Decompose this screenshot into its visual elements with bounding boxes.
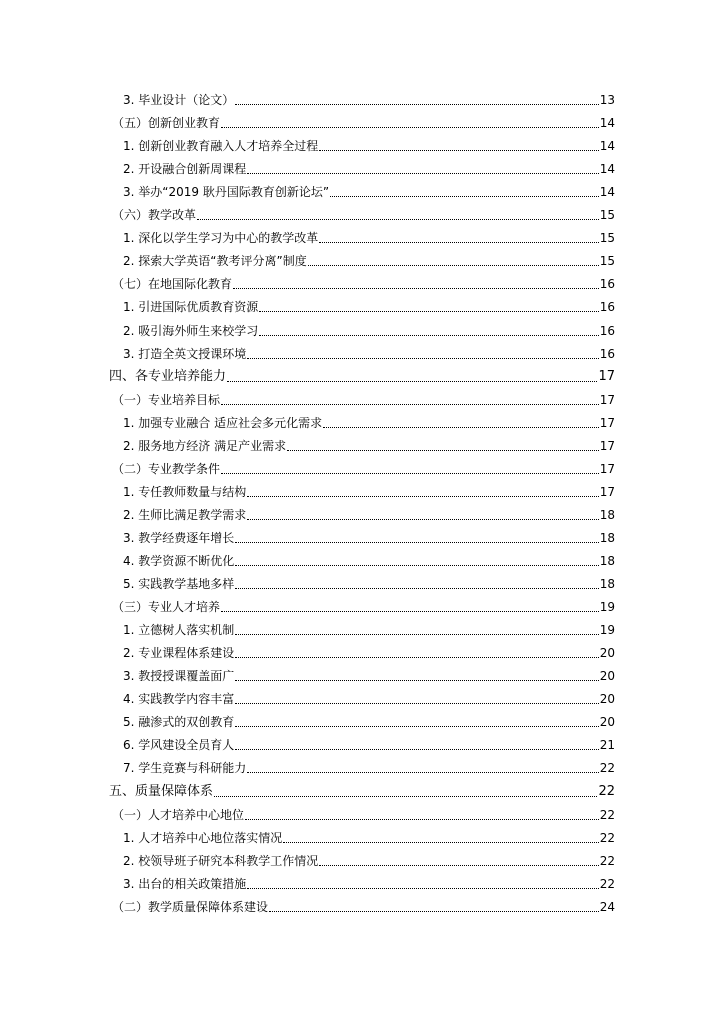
toc-entry-line bbox=[123, 620, 615, 640]
toc-entry-title: 2. 探索大学英语“教考评分离”制度 bbox=[123, 254, 307, 269]
toc-entry-line bbox=[123, 159, 615, 179]
toc-dot-leader bbox=[247, 357, 598, 359]
toc-entry-page-number: 18 bbox=[599, 577, 615, 592]
toc-entry-page-number: 18 bbox=[599, 507, 615, 522]
toc-entry-title: 3. 教学经费逐年增长 bbox=[123, 530, 235, 545]
toc-entry-line bbox=[123, 182, 615, 202]
toc-entry[interactable] bbox=[0, 505, 724, 525]
toc-entry-title: 五、质量保障体系 bbox=[109, 783, 214, 799]
toc-entry-page-number: 22 bbox=[599, 830, 615, 845]
toc-entry-page-number: 22 bbox=[599, 761, 615, 776]
toc-dot-leader bbox=[221, 610, 599, 612]
toc-entry-page-number: 19 bbox=[599, 623, 615, 638]
toc-entry[interactable] bbox=[0, 828, 724, 848]
toc-entry-title: 1. 人才培养中心地位落实情况 bbox=[123, 830, 283, 845]
toc-entry-page-number: 20 bbox=[599, 669, 615, 684]
toc-dot-leader bbox=[235, 679, 598, 681]
toc-entry-title: （二）教学质量保障体系建设 bbox=[112, 899, 269, 914]
toc-entry-title: 1. 加强专业融合 适应社会多元化需求 bbox=[123, 415, 323, 430]
toc-entry-line bbox=[123, 251, 615, 271]
toc-entry-page-number: 16 bbox=[599, 323, 615, 338]
toc-entry-line bbox=[123, 90, 615, 110]
toc-entry-title: 四、各专业培养能力 bbox=[109, 368, 227, 384]
toc-entry-title: 1. 深化以学生学习为中心的教学改革 bbox=[123, 231, 319, 246]
toc-entry-line bbox=[123, 689, 615, 709]
toc-dot-leader bbox=[247, 172, 598, 174]
toc-entry-page-number: 15 bbox=[599, 231, 615, 246]
toc-entry-line bbox=[112, 897, 615, 917]
toc-dot-leader bbox=[245, 818, 599, 820]
toc-entry-page-number: 17 bbox=[598, 368, 615, 384]
toc-dot-leader bbox=[235, 564, 598, 566]
toc-entry-page-number: 20 bbox=[599, 715, 615, 730]
toc-entry[interactable] bbox=[0, 344, 724, 364]
toc-entry[interactable] bbox=[0, 528, 724, 548]
toc-dot-leader bbox=[319, 149, 598, 151]
toc-entry[interactable] bbox=[0, 851, 724, 871]
toc-entry-page-number: 21 bbox=[599, 738, 615, 753]
toc-entry-line bbox=[123, 851, 615, 871]
toc-dot-leader bbox=[214, 795, 597, 797]
toc-entry-page-number: 17 bbox=[599, 415, 615, 430]
toc-entry-line bbox=[123, 758, 615, 778]
toc-entry[interactable] bbox=[0, 643, 724, 663]
toc-entry[interactable] bbox=[0, 666, 724, 686]
toc-entry-line bbox=[123, 136, 615, 156]
toc-entry-line bbox=[123, 297, 615, 317]
toc-entry-page-number: 18 bbox=[599, 554, 615, 568]
toc-entry-title: 1. 立德树人落实机制 bbox=[123, 623, 235, 638]
toc-entry-page-number: 22 bbox=[599, 853, 615, 868]
toc-entry-title: 2. 吸引海外师生来校学习 bbox=[123, 323, 259, 338]
toc-entry-title: 5. 实践教学基地多样 bbox=[123, 577, 235, 592]
toc-entry[interactable] bbox=[0, 482, 724, 502]
toc-entry-page-number: 15 bbox=[599, 254, 615, 269]
toc-entry-title: 2. 生师比满足教学需求 bbox=[123, 507, 247, 522]
toc-entry[interactable] bbox=[0, 874, 724, 894]
toc-dot-leader bbox=[197, 218, 599, 220]
toc-entry-line bbox=[123, 574, 615, 594]
toc-entry-page-number: 14 bbox=[599, 116, 615, 131]
toc-entry-title: 4. 实践教学内容丰富 bbox=[123, 692, 235, 707]
toc-entry-line bbox=[112, 805, 615, 825]
toc-entry[interactable] bbox=[0, 182, 724, 202]
toc-entry-title: 1. 创新创业教育融入人才培养全过程 bbox=[123, 139, 319, 154]
toc-entry-title: 6. 学风建设全员育人 bbox=[123, 738, 235, 753]
toc-entry-title: 3. 举办“2019 耿丹国际教育创新论坛” bbox=[123, 185, 330, 200]
toc-entry-page-number: 17 bbox=[599, 392, 615, 407]
toc-entry-title: 5. 融渗式的双创教育 bbox=[123, 715, 235, 730]
toc-entry-title: （六）教学改革 bbox=[112, 208, 197, 223]
toc-entry[interactable] bbox=[0, 689, 724, 709]
toc-entry-line bbox=[112, 113, 615, 133]
toc-entry-line bbox=[123, 874, 615, 894]
toc-entry-line bbox=[123, 505, 615, 525]
toc-dot-leader bbox=[235, 103, 598, 105]
toc-dot-leader bbox=[235, 541, 598, 543]
toc-entry-title: （五）创新创业教育 bbox=[112, 116, 221, 131]
toc-entry-line bbox=[123, 321, 615, 341]
toc-entry-page-number: 18 bbox=[599, 530, 615, 545]
toc-entry-line bbox=[112, 205, 615, 225]
toc-entry[interactable] bbox=[0, 321, 724, 341]
toc-dot-leader bbox=[308, 264, 599, 266]
toc-entry-page-number: 16 bbox=[599, 277, 615, 292]
toc-dot-leader bbox=[235, 702, 598, 704]
toc-entry-line bbox=[123, 712, 615, 732]
toc-entry-title: （七）在地国际化教育 bbox=[112, 277, 233, 292]
toc-entry-line bbox=[123, 344, 615, 364]
toc-entry[interactable] bbox=[0, 90, 724, 110]
toc-entry[interactable] bbox=[0, 228, 724, 248]
toc-dot-leader bbox=[221, 126, 599, 128]
toc-entry[interactable] bbox=[0, 367, 724, 387]
toc-entry-line bbox=[112, 274, 615, 294]
toc-dot-leader bbox=[235, 656, 598, 658]
toc-dot-leader bbox=[319, 864, 598, 866]
toc-dot-leader bbox=[330, 195, 599, 197]
toc-entry[interactable] bbox=[0, 274, 724, 294]
toc-entry[interactable] bbox=[0, 897, 724, 917]
toc-dot-leader bbox=[247, 887, 598, 889]
toc-entry-title: 3. 打造全英文授课环境 bbox=[123, 346, 247, 361]
toc-dot-leader bbox=[221, 403, 599, 405]
toc-entry-line bbox=[123, 735, 615, 755]
toc-dot-leader bbox=[221, 472, 599, 474]
toc-entry-line bbox=[112, 459, 615, 479]
toc-entry-page-number: 22 bbox=[598, 783, 615, 799]
toc-dot-leader bbox=[323, 426, 599, 428]
toc-dot-leader bbox=[235, 587, 598, 589]
toc-entry-title: （一）专业培养目标 bbox=[112, 392, 221, 407]
toc-entry[interactable] bbox=[0, 205, 724, 225]
toc-entry-line bbox=[109, 782, 615, 802]
toc-entry-page-number: 16 bbox=[599, 300, 615, 315]
toc-entry-line bbox=[123, 666, 615, 686]
toc-entry-line bbox=[109, 367, 615, 387]
toc-entry-line bbox=[123, 228, 615, 248]
toc-dot-leader bbox=[233, 287, 599, 289]
toc-dot-leader bbox=[247, 518, 598, 520]
toc-entry-title: 1. 专任教师数量与结构 bbox=[123, 484, 247, 499]
toc-entry-page-number: 17 bbox=[599, 484, 615, 499]
toc-entry-title: 2. 开设融合创新周课程 bbox=[123, 162, 247, 177]
toc-entry[interactable] bbox=[0, 436, 724, 456]
toc-entry[interactable] bbox=[0, 758, 724, 778]
toc-entry-line bbox=[123, 643, 615, 663]
toc-entry[interactable] bbox=[0, 597, 724, 617]
toc-dot-leader bbox=[287, 449, 599, 451]
toc-dot-leader bbox=[235, 633, 598, 635]
toc-entry[interactable] bbox=[0, 712, 724, 732]
toc-dot-leader bbox=[319, 241, 598, 243]
toc-entry-line bbox=[112, 597, 615, 617]
toc-entry[interactable] bbox=[0, 136, 724, 156]
toc-dot-leader bbox=[269, 910, 599, 912]
toc-entry-title: （二）专业教学条件 bbox=[112, 461, 221, 476]
toc-entry-title: 3. 毕业设计（论文） bbox=[123, 93, 235, 107]
toc-entry-page-number: 14 bbox=[599, 139, 615, 154]
toc-entry-line bbox=[112, 390, 615, 410]
toc-entry[interactable] bbox=[0, 805, 724, 825]
toc-entry-title: 7. 学生竞赛与科研能力 bbox=[123, 761, 247, 776]
toc-entry[interactable] bbox=[0, 782, 724, 802]
toc-entry-line bbox=[123, 436, 615, 456]
toc-dot-leader bbox=[235, 748, 598, 750]
toc-entry-title: 2. 服务地方经济 满足产业需求 bbox=[123, 438, 287, 453]
toc-entry[interactable] bbox=[0, 159, 724, 179]
toc-entry[interactable] bbox=[0, 297, 724, 317]
toc-entry[interactable] bbox=[0, 390, 724, 410]
toc-dot-leader bbox=[247, 771, 598, 773]
toc-dot-leader bbox=[259, 310, 598, 312]
toc-entry-title: 2. 专业课程体系建设 bbox=[123, 646, 235, 661]
toc-entry[interactable] bbox=[0, 551, 724, 571]
toc-entry-page-number: 17 bbox=[599, 461, 615, 476]
toc-entry-page-number: 13 bbox=[599, 93, 615, 107]
toc-entry-line bbox=[123, 482, 615, 502]
toc-entry-page-number: 22 bbox=[599, 876, 615, 891]
toc-entry[interactable] bbox=[0, 620, 724, 640]
toc-entry-page-number: 20 bbox=[599, 646, 615, 661]
toc-entry-page-number: 19 bbox=[599, 600, 615, 615]
toc-entry[interactable] bbox=[0, 459, 724, 479]
toc-entry-page-number: 22 bbox=[599, 807, 615, 822]
toc-entry[interactable] bbox=[0, 574, 724, 594]
toc-dot-leader bbox=[247, 495, 598, 497]
toc-entry-title: 4. 教学资源不断优化 bbox=[123, 554, 235, 568]
toc-entry-page-number: 14 bbox=[599, 185, 615, 200]
toc-entry-title: 3. 出台的相关政策措施 bbox=[123, 876, 247, 891]
toc-entry-page-number: 15 bbox=[599, 208, 615, 223]
toc-entry-page-number: 24 bbox=[599, 899, 615, 914]
toc-entry-page-number: 17 bbox=[599, 438, 615, 453]
toc-dot-leader bbox=[283, 841, 598, 843]
toc-dot-leader bbox=[259, 334, 598, 336]
toc-entry[interactable] bbox=[0, 113, 724, 133]
toc-entry-page-number: 14 bbox=[599, 162, 615, 177]
toc-entry[interactable] bbox=[0, 413, 724, 433]
toc-entry-line bbox=[123, 413, 615, 433]
toc-entry-line bbox=[123, 528, 615, 548]
toc-entry-title: 3. 教授授课覆盖面广 bbox=[123, 669, 235, 684]
toc-entry-page-number: 16 bbox=[599, 346, 615, 361]
toc-dot-leader bbox=[227, 380, 597, 382]
toc-entry[interactable] bbox=[0, 735, 724, 755]
toc-entry-title: 1. 引进国际优质教育资源 bbox=[123, 300, 259, 315]
toc-entry-title: （三）专业人才培养 bbox=[112, 600, 221, 615]
toc-entry-title: 2. 校领导班子研究本科教学工作情况 bbox=[123, 853, 319, 868]
toc-entry-line bbox=[123, 551, 615, 571]
toc-entry-page-number: 20 bbox=[599, 692, 615, 707]
toc-dot-leader bbox=[235, 725, 598, 727]
toc-entry-line bbox=[123, 828, 615, 848]
toc-entry-title: （一）人才培养中心地位 bbox=[112, 807, 245, 822]
toc-entry[interactable] bbox=[0, 251, 724, 271]
